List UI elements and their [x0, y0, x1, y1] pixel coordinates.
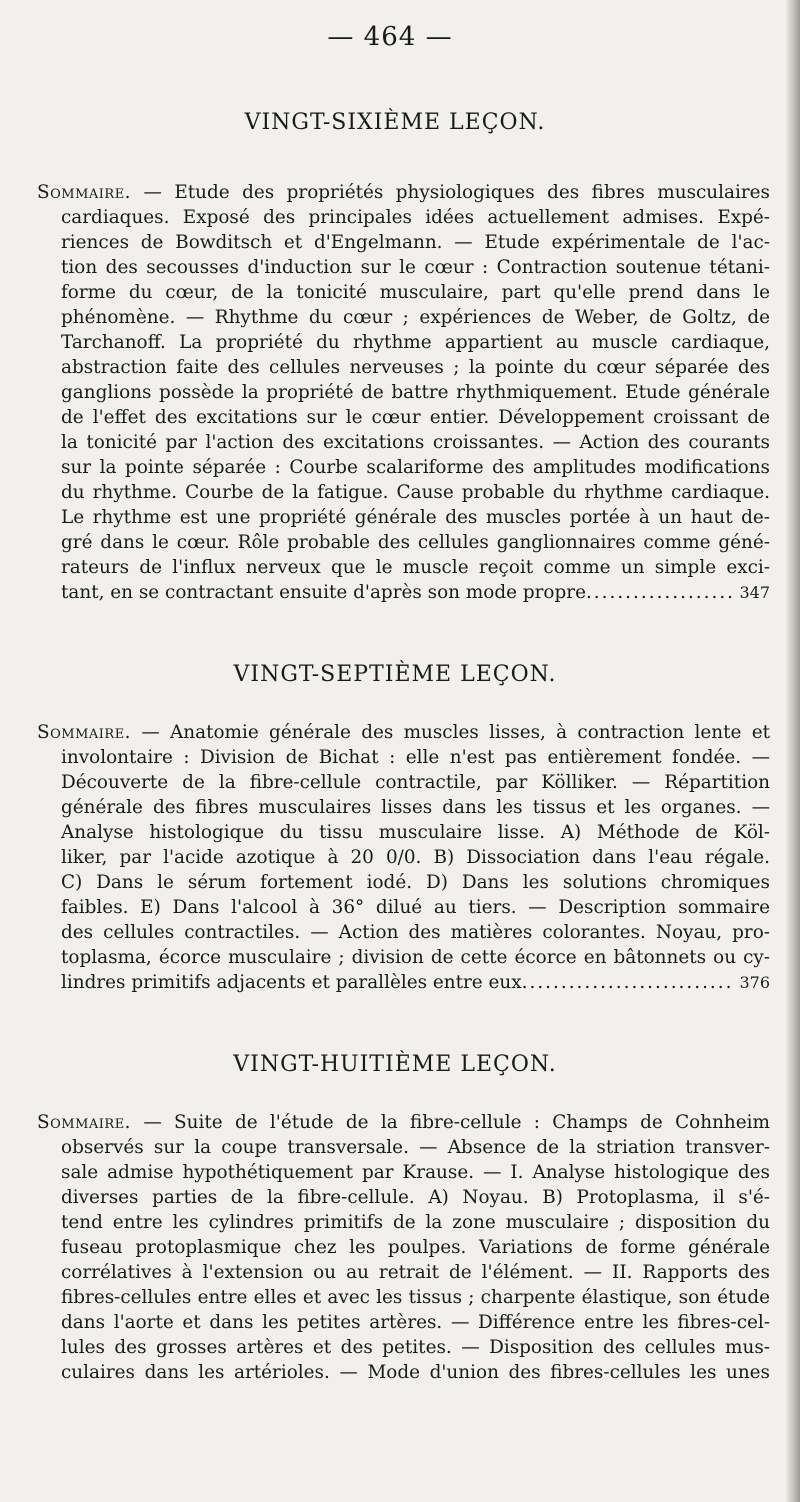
page-number: — 464 —: [327, 22, 453, 52]
toc-page-number: 347: [739, 583, 770, 602]
summary-line: du rhythme. Courbe de la fatigue. Cause probable du rhythme cardiaque.: [61, 482, 770, 503]
summary-line: ganglions possède la propriété de battre rhythmiquement. Etude générale: [61, 382, 770, 403]
summary-line: fuseau protoplasmique chez les poulpes. Variations de forme générale: [61, 1237, 770, 1258]
dot-leader: [586, 580, 734, 605]
summary-line: observés sur la coupe transversale. — Absence de la striation transver-: [61, 1137, 770, 1158]
summary-line: abstraction faite des cellules nerveuses ; la pointe du cœur séparée des: [61, 357, 770, 378]
summary-line: de l'effet des excitations sur le cœur entier. Développement croissant de: [61, 407, 770, 428]
toc-entry-26: [37, 580, 770, 605]
toc-entry-27: [37, 970, 770, 995]
summary-line: générale des fibres musculaires lisses dans les tissus et les organes. —: [61, 797, 770, 818]
summary-26: [37, 180, 770, 605]
summary-line: tion des secousses d'induction sur le cœur : Contraction soutenue tétani-: [61, 257, 770, 278]
summary-line: diverses parties de la fibre-cellule. A) Noyau. B) Protoplasma, il s'é-: [61, 1187, 770, 1208]
section-title-26: VINGT-SIXIÈME LEÇON.: [244, 110, 546, 135]
toc-page-number: 376: [739, 973, 770, 992]
sommaire-label: Sommaire.: [37, 722, 132, 743]
summary-line: Analyse histologique du tissu musculaire lisse. A) Méthode de Köl-: [61, 822, 770, 843]
summary-27: [37, 720, 770, 995]
summary-line: liker, par l'acide azotique à 20 0/0. B) Dissociation dans l'eau régale.: [61, 847, 770, 868]
summary-line: dans l'aorte et dans les petites artères. — Différence entre les fibres-cel-: [61, 1312, 770, 1333]
summary-line: des cellules contractiles. — Action des matières colorantes. Noyau, pro-: [61, 922, 770, 943]
summary-line: Sommaire. — Etude des propriétés physiologiques des fibres musculaires: [37, 182, 770, 203]
summary-last-line: lindres primitifs adjacents et parallèles entre eux: [61, 972, 522, 993]
summary-line: Sommaire. — Anatomie générale des muscles lisses, à contraction lente et: [37, 722, 770, 743]
summary-line: cardiaques. Exposé des principales idées actuellement admises. Expé-: [61, 207, 770, 228]
summary-line: Tarchanoff. La propriété du rhythme appartient au muscle cardiaque,: [61, 332, 770, 353]
summary-line: rateurs de l'influx nerveux que le muscle reçoit comme un simple exci-: [61, 557, 770, 578]
summary-line: fibres-cellules entre elles et avec les tissus ; charpente élastique, son étude: [61, 1287, 770, 1308]
dot-leader: [522, 970, 734, 995]
summary-28: [37, 1110, 770, 1385]
summary-line: phénomène. — Rhythme du cœur ; expériences de Weber, de Goltz, de: [61, 307, 770, 328]
summary-line: riences de Bowditsch et d'Engelmann. — Etude expérimentale de l'ac-: [61, 232, 770, 253]
summary-line: lules des grosses artères et des petites. — Disposition des cellules mus-: [61, 1337, 770, 1358]
summary-line: Sommaire. — Suite de l'étude de la fibre-cellule : Champs de Cohnheim: [37, 1112, 770, 1133]
summary-line: la tonicité par l'action des excitations croissantes. — Action des courants: [61, 432, 770, 453]
summary-line: Découverte de la fibre-cellule contractile, par Kölliker. — Répartition: [61, 772, 770, 793]
page-edge: [786, 0, 800, 1502]
summary-line: forme du cœur, de la tonicité musculaire, part qu'elle prend dans le: [61, 282, 770, 303]
summary-last-line: tant, en se contractant ensuite d'après son mode propre: [61, 582, 586, 603]
summary-line: tend entre les cylindres primitifs de la zone musculaire ; disposition du: [61, 1212, 770, 1233]
summary-line: faibles. E) Dans l'alcool à 36° dilué au tiers. — Description sommaire: [61, 897, 770, 918]
summary-line: culaires dans les artérioles. — Mode d'union des fibres-cellules les unes: [61, 1362, 770, 1383]
summary-line: toplasma, écorce musculaire ; division de cette écorce en bâtonnets ou cy-: [61, 947, 770, 968]
summary-line: sale admise hypothétiquement par Krause. — I. Analyse histologique des: [61, 1162, 770, 1183]
section-title-28: VINGT-HUITIÈME LEÇON.: [233, 1052, 557, 1077]
summary-line: involontaire : Division de Bichat : elle n'est pas entièrement fondée. —: [61, 747, 770, 768]
sommaire-label: Sommaire.: [37, 182, 132, 203]
summary-line: sur la pointe séparée : Courbe scalariforme des amplitudes modifications: [61, 457, 770, 478]
sommaire-label: Sommaire.: [37, 1112, 132, 1133]
section-title-27: VINGT-SEPTIÈME LEÇON.: [233, 662, 557, 687]
summary-line: C) Dans le sérum fortement iodé. D) Dans les solutions chromiques: [61, 872, 770, 893]
summary-line: corrélatives à l'extension ou au retrait de l'élément. — II. Rapports des: [61, 1262, 770, 1283]
summary-line: gré dans le cœur. Rôle probable des cellules ganglionnaires comme géné-: [61, 532, 770, 553]
summary-line: Le rhythme est une propriété générale des muscles portée à un haut de-: [61, 507, 770, 528]
